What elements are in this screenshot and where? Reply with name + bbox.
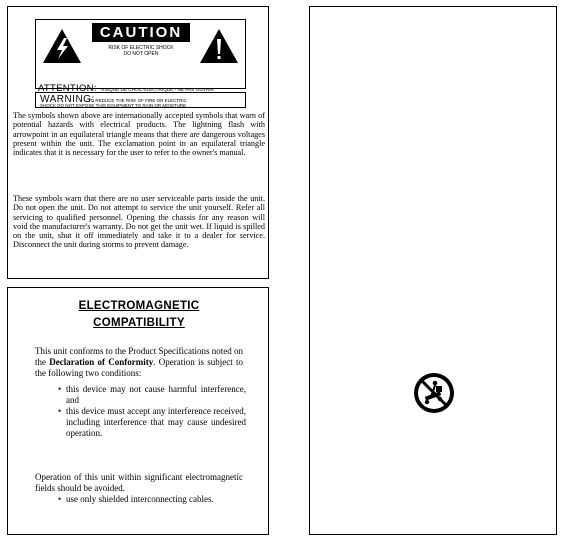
caution-line-2: DO NOT OPEN	[123, 51, 159, 57]
caution-panel	[7, 6, 269, 279]
condition-item: • this device may not cause harmful interference, and	[58, 384, 246, 406]
no-cart-tipover-icon	[413, 372, 455, 414]
emc-operation: Operation of this unit within significant electromagnetic fields should be avoided.	[35, 472, 243, 493]
attention-word: ATTENTION:	[38, 83, 97, 94]
emc-intro	[35, 346, 243, 379]
lightning-triangle-icon	[42, 28, 82, 64]
cables-item: • use only shielded interconnecting cables.	[58, 494, 246, 505]
warning-word: WARNING:	[40, 94, 95, 105]
caution-center	[91, 23, 191, 57]
symbols-paragraph: The symbols shown above are internationally accepted symbols that warn of potential hazards with electrical products. The lightning flash with arrowpoint in an equilateral triangle means that there are dangerous voltages present within the unit. The exclamation point in an equilateral triangle indicates that it is necessary for the user to refer to the owner's manual.	[13, 111, 265, 158]
declaration-of-conformity: Declaration of Conformity	[49, 357, 154, 367]
warning-text	[40, 98, 245, 108]
warning-line-2: SHOCK DO NOT EXPOSE THIS EQUIPMENT TO RAIN OR MOISTURE	[40, 103, 187, 108]
service-paragraph: These symbols warn that there are no user serviceable parts inside the unit. Do not open the unit. Do not attempt to service the unit yourself. Refer all servicing to qualified personnel. Opening the chassis for any reason will void the manufacturer's warranty. Do not get the unit wet. If liquid is spilled on the unit, shut it off immediately and take it to a dealer for service. Disconnect the unit during storms to prevent damage.	[13, 194, 265, 250]
warning-box	[35, 92, 246, 108]
emc-intro-a: This unit conforms to the Product Specifications noted on the	[35, 346, 243, 367]
emc-panel	[7, 287, 269, 535]
emc-title-line-1: ELECTROMAGNETIC	[78, 300, 200, 312]
cables-list	[58, 494, 246, 505]
warning-line-1: TO REDUCE THE RISK OF FIRE OR ELECTRIC	[88, 98, 187, 103]
caution-line-1: RISK OF ELECTRIC SHOCK	[108, 45, 174, 51]
emc-title-line-2: COMPATIBILITY	[93, 317, 185, 329]
conditions-list	[58, 384, 246, 439]
attention-small: RISQUE DE CHOC ELECTRIQUE - NE PAS OUVRIR	[101, 87, 214, 92]
caution-title: CAUTION	[92, 23, 190, 42]
emc-intro-b: . Operation is subject to the following two conditions:	[35, 357, 243, 378]
right-panel	[309, 6, 557, 535]
condition-item: • this device must accept any interference received, including interference that may cause undesired operation.	[58, 406, 246, 439]
caution-label	[35, 19, 246, 94]
exclamation-triangle-icon	[199, 28, 239, 64]
